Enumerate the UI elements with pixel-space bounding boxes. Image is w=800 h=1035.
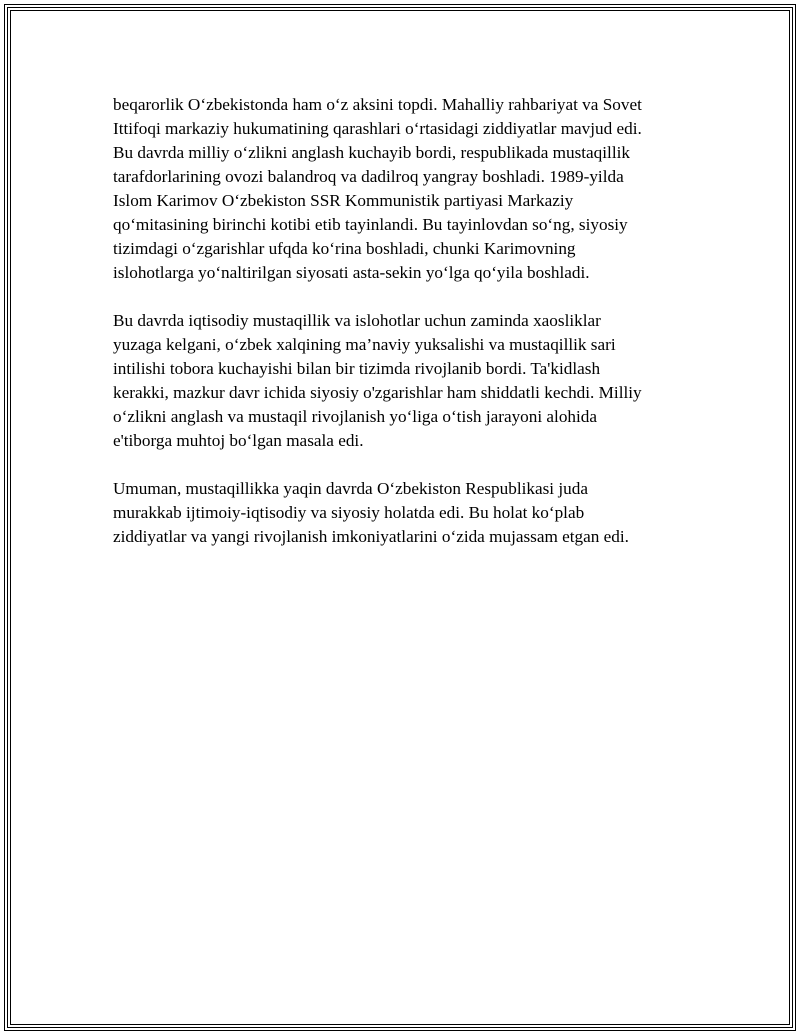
text-line: murakkab ijtimoiy-iqtisodiy va siyosiy holatda edi. Bu holat ko‘plab <box>113 503 585 522</box>
text-line: Umuman, mustaqillikka yaqin davrda O‘zbekiston Respublikasi juda <box>113 479 588 498</box>
text-line: Bu davrda milliy o‘zlikni anglash kuchayib bordi, respublikada mustaqillik <box>113 143 630 162</box>
paragraph-3 <box>113 477 693 549</box>
text-line: yuzaga kelgani, o‘zbek xalqining ma’naviy yuksalishi va mustaqillik sari <box>113 335 616 354</box>
text-line: Bu davrda iqtisodiy mustaqillik va islohotlar uchun zaminda xaosliklar <box>113 311 601 330</box>
paragraph-1 <box>113 93 693 285</box>
text-line: kerakki, mazkur davr ichida siyosiy o'zgarishlar ham shiddatli kechdi. Milliy <box>113 383 642 402</box>
text-line: ziddiyatlar va yangi rivojlanish imkoniyatlarini o‘zida mujassam etgan edi. <box>113 527 629 546</box>
text-line: Ittifoqi markaziy hukumatining qarashlari o‘rtasidagi ziddiyatlar mavjud edi. <box>113 119 642 138</box>
text-line: islohotlarga yo‘naltirilgan siyosati asta-sekin yo‘lga qo‘yila boshladi. <box>113 263 590 282</box>
document-body <box>113 93 693 573</box>
text-line: beqarorlik O‘zbekistonda ham o‘z aksini topdi. Mahalliy rahbariyat va Sovet <box>113 95 642 114</box>
paragraph-2 <box>113 309 693 453</box>
text-line: intilishi tobora kuchayishi bilan bir tizimda rivojlanib bordi. Ta'kidlash <box>113 359 601 378</box>
text-line: e'tiborga muhtoj bo‘lgan masala edi. <box>113 431 364 450</box>
text-line: tizimdagi o‘zgarishlar ufqda ko‘rina boshladi, chunki Karimovning <box>113 239 576 258</box>
text-line: tarafdorlarining ovozi balandroq va dadilroq yangray boshladi. 1989-yilda <box>113 167 624 186</box>
text-line: qo‘mitasining birinchi kotibi etib tayinlandi. Bu tayinlovdan so‘ng, siyosiy <box>113 215 628 234</box>
text-line: o‘zlikni anglash va mustaqil rivojlanish yo‘liga o‘tish jarayoni alohida <box>113 407 598 426</box>
text-line: Islom Karimov O‘zbekiston SSR Kommunistik partiyasi Markaziy <box>113 191 574 210</box>
